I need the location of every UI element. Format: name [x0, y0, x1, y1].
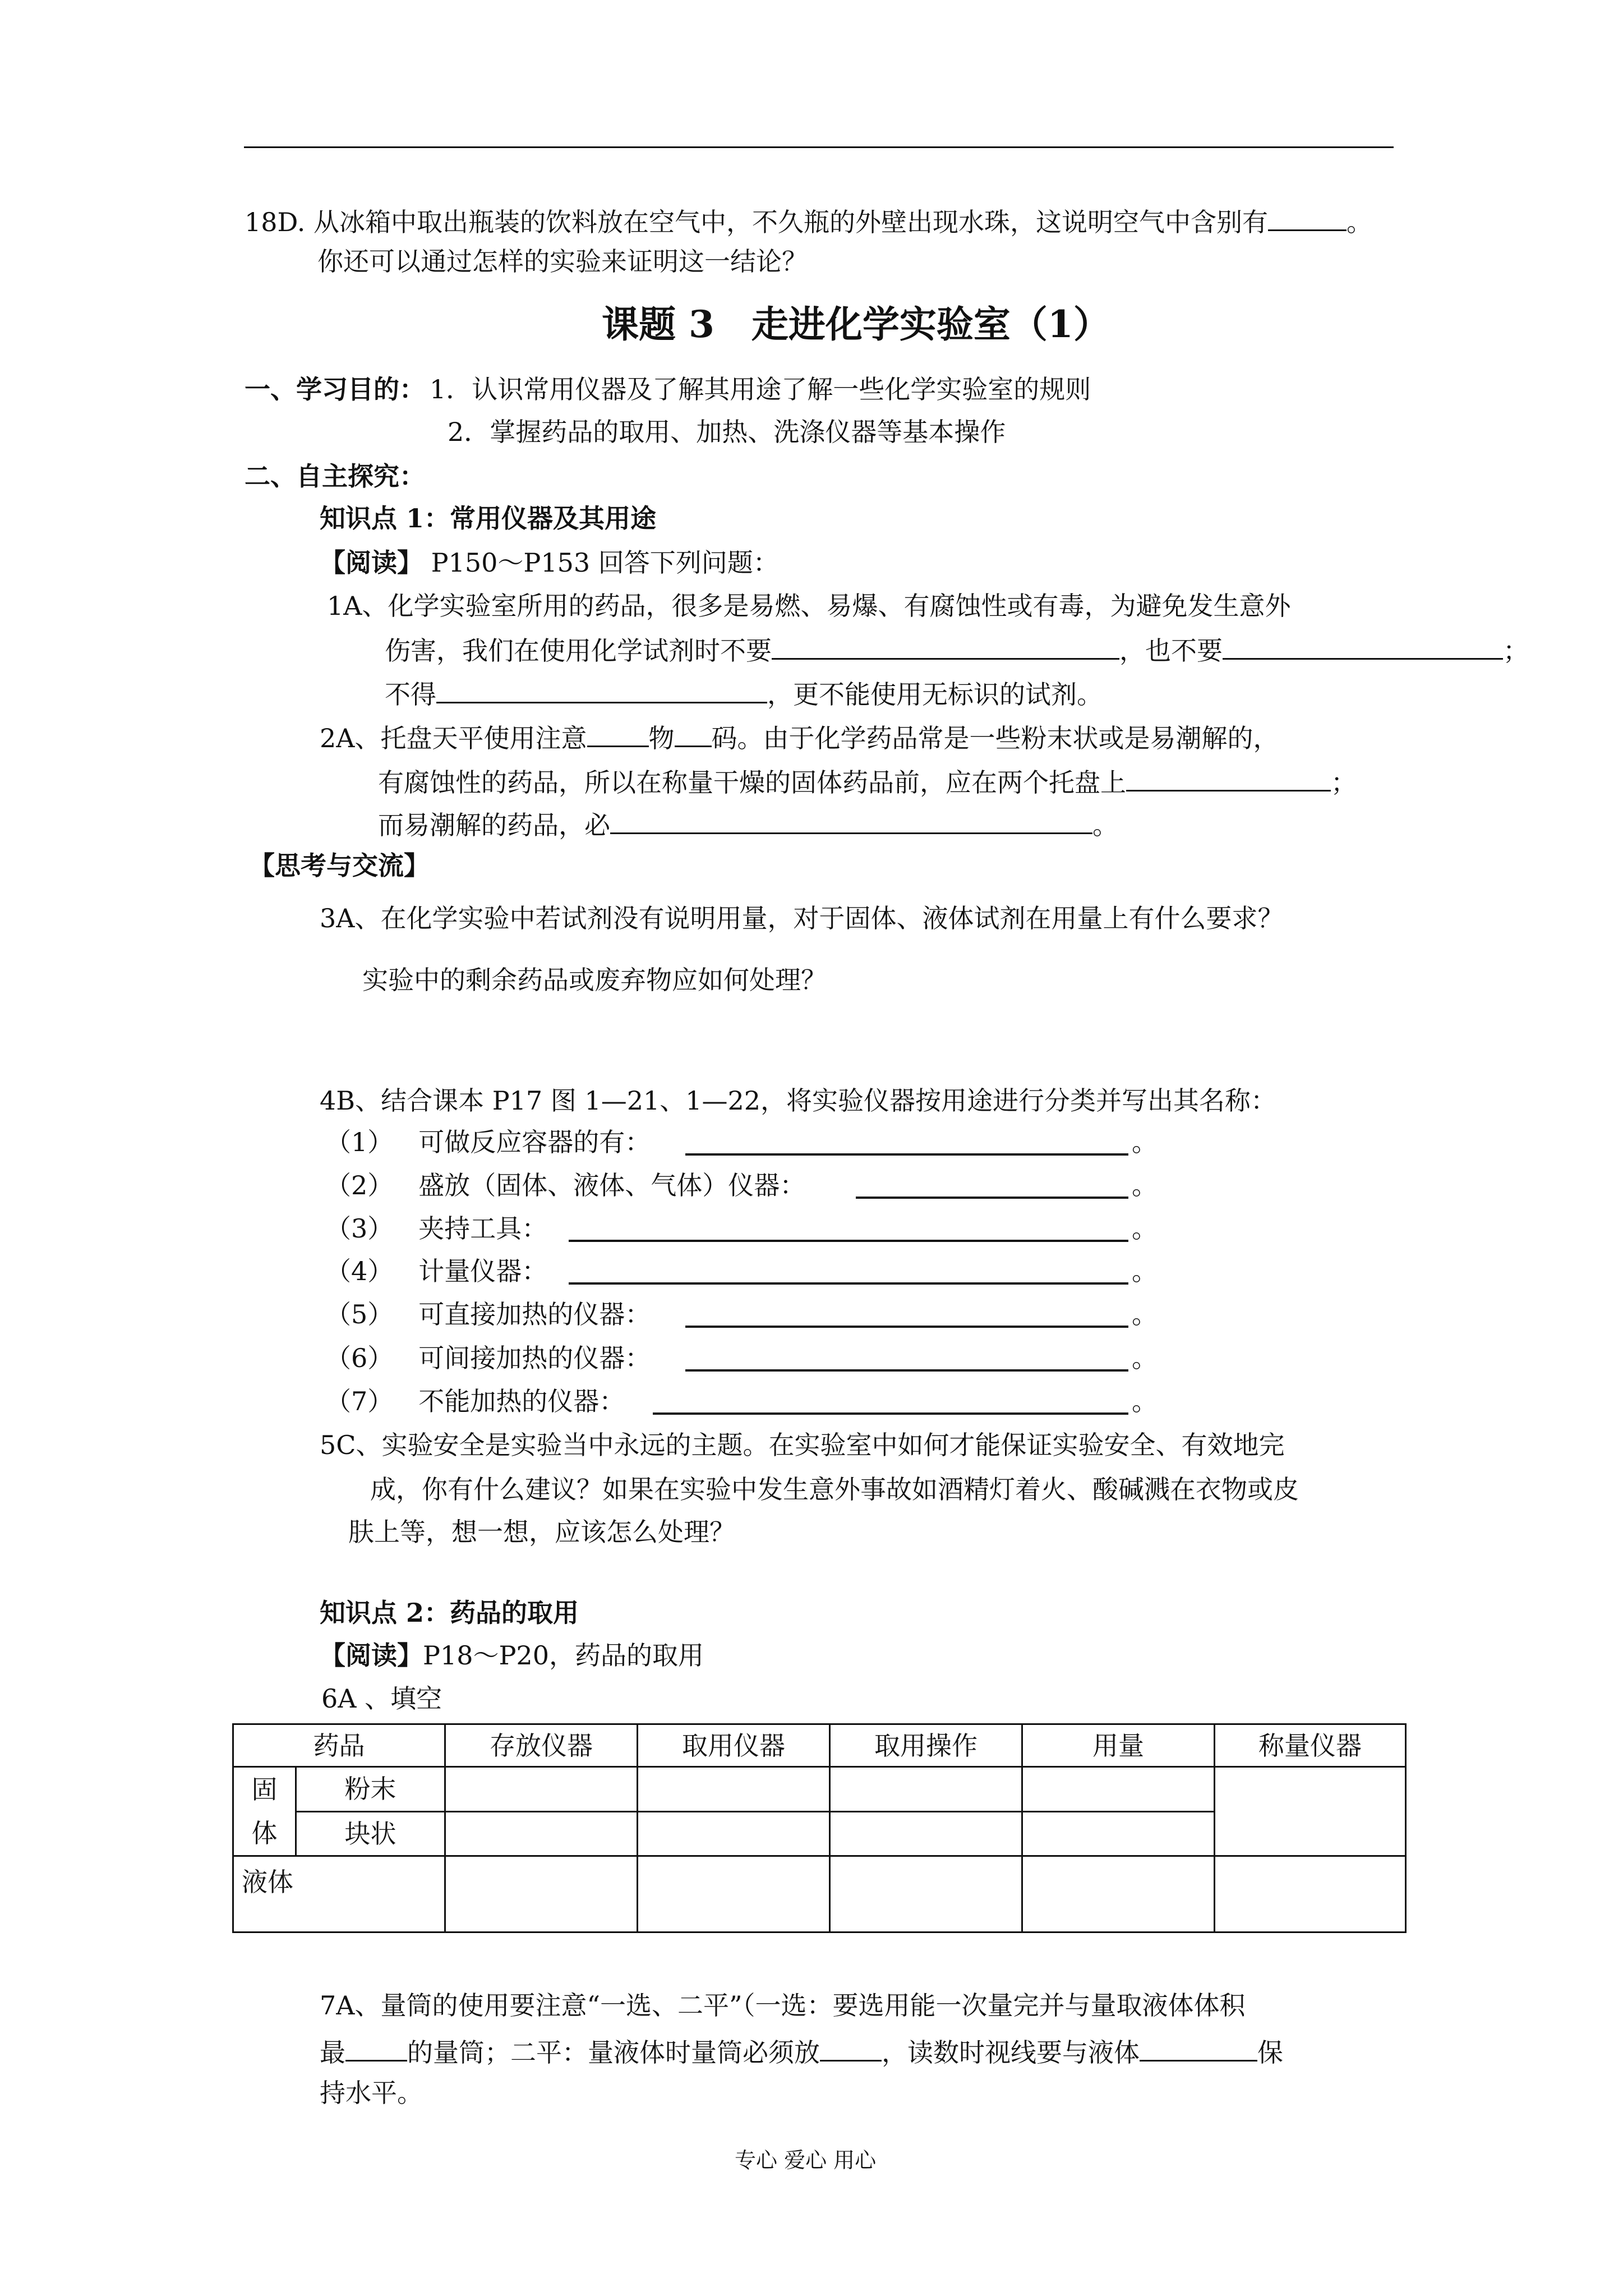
table-cell[interactable]: [638, 1811, 830, 1856]
answer-blank[interactable]: [587, 723, 649, 747]
end-mark: 。: [1132, 1213, 1158, 1244]
kp1-reading: 【阅读】 P150～P153 回答下列问题：: [320, 547, 779, 578]
q1-line2: 伤害，我们在使用化学试剂时不要 ，也不要 ；: [385, 636, 1529, 666]
answer-blank[interactable]: [436, 679, 767, 703]
answer-line-7[interactable]: [653, 1412, 1128, 1415]
answer-blank[interactable]: [1268, 207, 1347, 231]
q4-line1: 4B、结合课本 P17 图 1—21、1—22，将实验仪器按用途进行分类并写出其名称：: [320, 1085, 1277, 1116]
end-mark: 。: [1132, 1170, 1158, 1200]
q4-item-4: （4） 计量仪器：: [325, 1256, 548, 1286]
q7-line2: 最 的量筒；二平：量液体时量筒必须放 ，读数时视线要与液体 保: [320, 2037, 1283, 2068]
end-mark: 。: [1132, 1256, 1158, 1286]
think-and-discuss: 【思考与交流】: [249, 850, 430, 881]
answer-blank[interactable]: [820, 2037, 882, 2062]
page-footer: 专心 爱心 用心: [735, 2148, 877, 2173]
knowledge-point-2: 知识点 2：药品的取用: [320, 1598, 579, 1628]
answer-blank[interactable]: [610, 810, 1092, 834]
q4-item-1: （1） 可做反应容器的有：: [325, 1127, 651, 1157]
row-label-liquid: 液体: [233, 1856, 445, 1932]
answer-blank[interactable]: [772, 636, 1119, 660]
answer-line-3[interactable]: [569, 1240, 1128, 1242]
end-mark: 。: [1132, 1299, 1158, 1329]
table-cell[interactable]: [1022, 1767, 1215, 1812]
q2-line2: 有腐蚀性的药品，所以在称量干燥的固体药品前，应在两个托盘上 ；: [378, 767, 1357, 798]
table-cell[interactable]: [638, 1767, 830, 1812]
answer-blank[interactable]: [345, 2037, 407, 2062]
table-cell[interactable]: [445, 1811, 638, 1856]
q5-line2: 成，你有什么建议？如果在实验中发生意外事故如酒精灯着火、酸碱溅在衣物或皮: [370, 1474, 1299, 1504]
kp2-reading: 【阅读】P18～P20，药品的取用: [320, 1640, 704, 1671]
knowledge-point-1: 知识点 1：常用仪器及其用途: [320, 503, 657, 533]
answer-line-1[interactable]: [685, 1153, 1128, 1156]
q5-line3: 肤上等，想一想，应该怎么处理？: [348, 1517, 735, 1547]
row-label-lump: 块状: [296, 1811, 445, 1856]
table-header: 称量仪器: [1215, 1724, 1406, 1767]
q4-item-5: （5） 可直接加热的仪器：: [325, 1299, 651, 1329]
q1-line3: 不得 ，更不能使用无标识的试剂。: [385, 679, 1103, 710]
answer-blank[interactable]: [1126, 767, 1331, 792]
table-header: 取用操作: [830, 1724, 1022, 1767]
q4-item-7: （7） 不能加热的仪器：: [325, 1386, 625, 1416]
table-cell[interactable]: [445, 1767, 638, 1812]
q7-line3: 持水平。: [320, 2078, 423, 2108]
answer-blank[interactable]: [675, 723, 712, 747]
end-mark: 。: [1132, 1127, 1158, 1157]
q18-line1: 18D. 从冰箱中取出瓶装的饮料放在空气中，不久瓶的外壁出现水珠，这说明空气中含别有 。: [245, 207, 1373, 237]
q5-line1: 5C、实验安全是实验当中永远的主题。在实验室中如何才能保证实验安全、有效地完: [320, 1430, 1285, 1460]
answer-line-5[interactable]: [685, 1326, 1128, 1328]
table-cell[interactable]: [830, 1767, 1022, 1812]
answer-blank[interactable]: [1140, 2037, 1257, 2062]
answer-line-4[interactable]: [569, 1282, 1128, 1285]
q4-item-6: （6） 可间接加热的仪器：: [325, 1343, 651, 1373]
row-label-powder: 粉末: [296, 1767, 445, 1812]
table-cell[interactable]: [638, 1856, 830, 1932]
section-learning-goals: 一、学习目的： 1．认识常用仪器及了解其用途了解一些化学实验室的规则: [245, 374, 1091, 404]
table-header: 药品: [233, 1724, 445, 1767]
answer-line-2[interactable]: [856, 1197, 1128, 1199]
q1-line1: 1A、化学实验室所用的药品，很多是易燃、易爆、有腐蚀性或有毒，为避免发生意外: [327, 591, 1291, 621]
table-cell[interactable]: [1215, 1856, 1406, 1932]
answer-line-6[interactable]: [685, 1369, 1128, 1372]
table-header: 取用仪器: [638, 1724, 830, 1767]
page-title: 课题 3 走进化学实验室（1）: [602, 302, 1110, 346]
header-rule: [244, 146, 1394, 148]
table-cell[interactable]: [1022, 1811, 1215, 1856]
table-cell[interactable]: [445, 1856, 638, 1932]
q18-line2: 你还可以通过怎样的实验来证明这一结论？: [317, 246, 808, 277]
q7-line1: 7A、量筒的使用要注意“一选、二平”（一选：要选用能一次量完并与量取液体体积: [320, 1990, 1246, 2021]
q6-label: 6A 、填空: [321, 1683, 442, 1714]
reagent-table: [232, 1723, 1407, 1933]
answer-blank[interactable]: [1223, 636, 1503, 660]
section-self-explore: 二、自主探究：: [245, 461, 425, 491]
q3-line1: 3A、在化学实验中若试剂没有说明用量，对于固体、液体试剂在用量上有什么要求？: [320, 903, 1284, 933]
table-header: 存放仪器: [445, 1724, 638, 1767]
table-cell[interactable]: [830, 1811, 1022, 1856]
q2-line3: 而易潮解的药品，必 。: [378, 810, 1118, 840]
table-cell[interactable]: [1022, 1856, 1215, 1932]
learning-goal-2: 2．掌握药品的取用、加热、洗涤仪器等基本操作: [448, 417, 1006, 447]
end-mark: 。: [1132, 1386, 1158, 1416]
end-mark: 。: [1132, 1343, 1158, 1373]
table-header: 用量: [1022, 1724, 1215, 1767]
solid-label: 固 体: [233, 1767, 296, 1856]
q4-item-2: （2） 盛放（固体、液体、气体）仪器：: [325, 1170, 806, 1200]
q4-item-3: （3） 夹持工具：: [325, 1213, 548, 1244]
q3-line2: 实验中的剩余药品或废弃物应如何处理？: [362, 965, 827, 995]
q2-line1: 2A、托盘天平使用注意 物 码。由于化学药品常是一些粉末状或是易潮解的，: [320, 723, 1279, 753]
table-cell[interactable]: [1215, 1767, 1406, 1856]
table-cell[interactable]: [830, 1856, 1022, 1932]
